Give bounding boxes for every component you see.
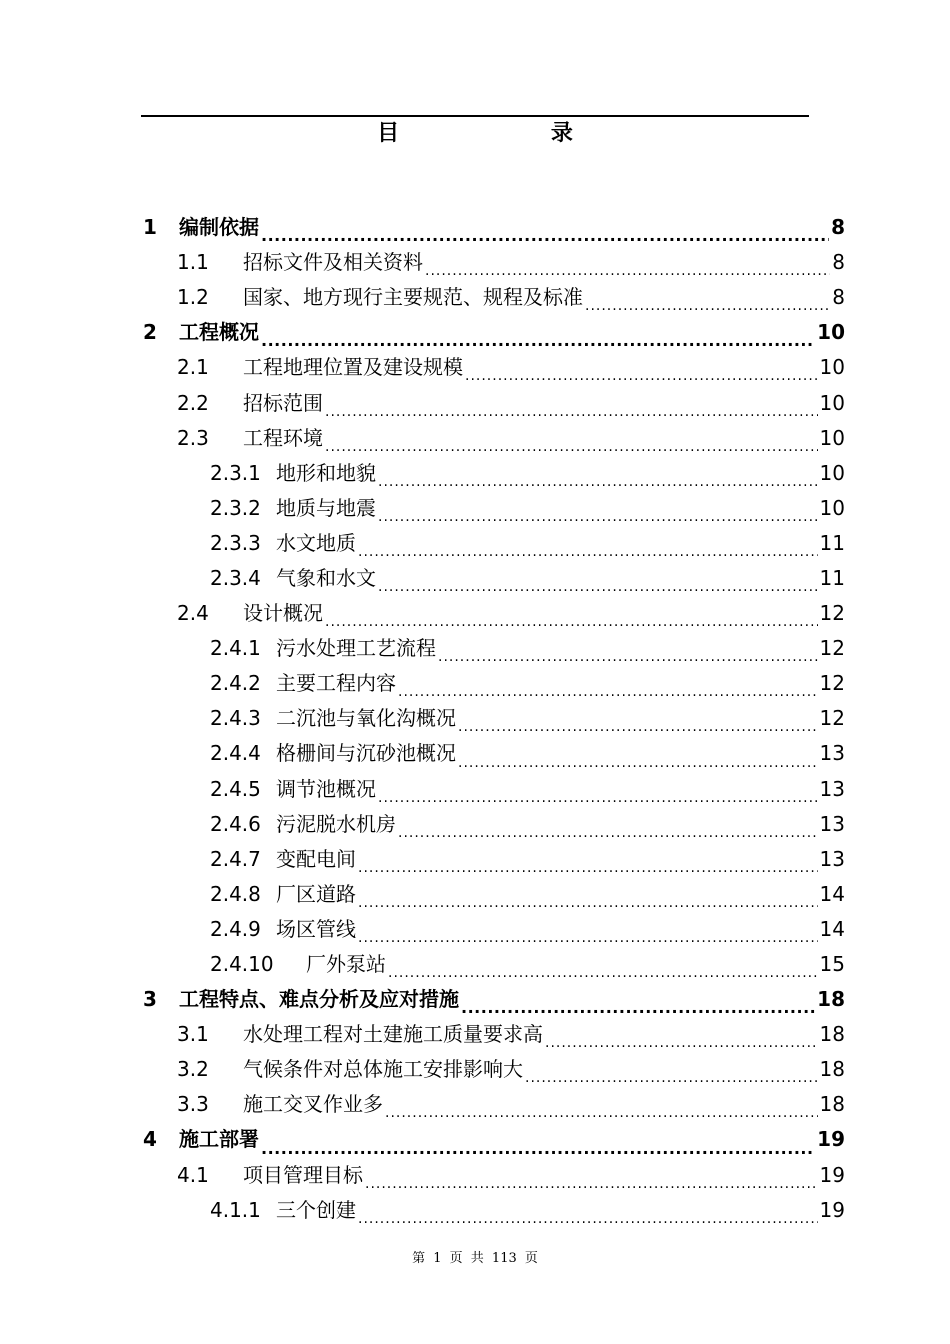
toc-entry[interactable]	[141, 561, 845, 596]
toc-entry-title: 地质与地震	[276, 495, 376, 520]
toc-entry[interactable]	[141, 1087, 845, 1122]
toc-entry[interactable]	[141, 1052, 845, 1087]
toc-entry-page: 15	[819, 952, 845, 977]
toc-entry-number: 2.4.5	[210, 776, 261, 801]
toc-entry-page: 11	[819, 565, 845, 590]
toc-entry[interactable]	[141, 456, 845, 491]
toc-leader-dots	[388, 962, 818, 982]
toc-entry-number: 4.1.1	[210, 1197, 261, 1222]
toc-entry-number: 1.2	[177, 285, 209, 310]
toc-entry-page: 13	[819, 741, 845, 766]
toc-leader-dots	[398, 681, 818, 701]
toc-entry-page: 11	[819, 530, 845, 555]
toc-entry[interactable]	[141, 877, 845, 912]
toc-entry-title: 国家、地方现行主要规范、规程及标准	[243, 285, 583, 310]
toc-entry-number: 1	[143, 215, 157, 240]
toc-entry[interactable]	[141, 807, 845, 842]
toc-leader-dots	[325, 611, 818, 631]
toc-entry-number: 2.4.8	[210, 881, 261, 906]
toc-entry-title: 三个创建	[276, 1197, 356, 1222]
toc-entry-page: 14	[819, 881, 845, 906]
toc-entry[interactable]	[141, 701, 845, 736]
toc-entry-number: 2.4.1	[210, 636, 261, 661]
toc-entry-page: 14	[819, 916, 845, 941]
table-of-contents	[141, 210, 845, 1228]
toc-entry-title: 招标文件及相关资料	[243, 250, 423, 275]
toc-leader-dots	[261, 225, 829, 245]
toc-entry-title: 污泥脱水机房	[276, 811, 396, 836]
toc-entry-page: 8	[832, 285, 845, 310]
toc-entry-title: 招标范围	[243, 390, 323, 415]
toc-leader-dots	[365, 1173, 818, 1193]
toc-entry-page: 18	[819, 1022, 845, 1047]
toc-entry-title: 调节池概况	[276, 776, 376, 801]
toc-entry-number: 2.3.2	[210, 495, 261, 520]
toc-entry[interactable]	[141, 385, 845, 420]
toc-leader-dots	[465, 365, 818, 385]
toc-entry[interactable]	[141, 1158, 845, 1193]
toc-entry-title: 施工交叉作业多	[243, 1092, 383, 1117]
toc-entry-title: 主要工程内容	[276, 671, 396, 696]
toc-entry[interactable]	[141, 596, 845, 631]
toc-entry[interactable]	[141, 666, 845, 701]
toc-entry-page: 10	[819, 425, 845, 450]
toc-entry-page: 19	[817, 1127, 845, 1152]
toc-entry-title: 污水处理工艺流程	[276, 636, 436, 661]
toc-entry[interactable]	[141, 315, 845, 350]
toc-entry-page: 12	[819, 671, 845, 696]
toc-leader-dots	[378, 471, 818, 491]
toc-entry[interactable]	[141, 280, 845, 315]
toc-entry-number: 4.1	[177, 1162, 209, 1187]
toc-entry-title: 格栅间与沉砂池概况	[276, 741, 456, 766]
toc-entry[interactable]	[141, 842, 845, 877]
toc-entry-title: 项目管理目标	[243, 1162, 363, 1187]
toc-entry-number: 3.1	[177, 1022, 209, 1047]
toc-entry-page: 8	[831, 215, 845, 240]
toc-entry-number: 2.3	[177, 425, 209, 450]
toc-entry-title: 水处理工程对土建施工质量要求高	[243, 1022, 543, 1047]
toc-leader-dots	[378, 506, 818, 526]
toc-entry-page: 12	[819, 706, 845, 731]
toc-leader-dots	[261, 1138, 815, 1158]
toc-entry-number: 3.2	[177, 1057, 209, 1082]
toc-entry-number: 2.4.9	[210, 916, 261, 941]
toc-leader-dots	[458, 752, 818, 772]
toc-entry[interactable]	[141, 1017, 845, 1052]
toc-entry-number: 1.1	[177, 250, 209, 275]
page-footer: 第 1 页 共 113 页	[412, 1251, 538, 1266]
toc-entry-title: 设计概况	[243, 601, 323, 626]
toc-entry-title: 工程概况	[179, 320, 259, 345]
toc-entry-page: 13	[819, 811, 845, 836]
toc-entry[interactable]	[141, 631, 845, 666]
toc-entry-title: 场区管线	[276, 916, 356, 941]
toc-entry[interactable]	[141, 772, 845, 807]
toc-entry[interactable]	[141, 350, 845, 385]
toc-entry-page: 10	[819, 390, 845, 415]
toc-entry-page: 12	[819, 636, 845, 661]
toc-leader-dots	[358, 541, 818, 561]
toc-entry-number: 2.4.6	[210, 811, 261, 836]
toc-entry-title: 厂区道路	[276, 881, 356, 906]
toc-entry-number: 2.1	[177, 355, 209, 380]
toc-entry-page: 10	[819, 460, 845, 485]
toc-entry[interactable]	[141, 982, 845, 1017]
toc-leader-dots	[438, 646, 818, 666]
toc-entry-number: 2.2	[177, 390, 209, 415]
toc-entry-title: 工程环境	[243, 425, 323, 450]
toc-entry-page: 8	[832, 250, 845, 275]
toc-entry-title: 水文地质	[276, 530, 356, 555]
toc-entry-number: 2	[143, 320, 157, 345]
toc-entry-page: 13	[819, 776, 845, 801]
toc-entry-page: 10	[817, 320, 845, 345]
toc-entry-title: 编制依据	[179, 215, 259, 240]
toc-entry-title: 工程特点、难点分析及应对措施	[179, 987, 459, 1012]
toc-entry-page: 13	[819, 846, 845, 871]
toc-entry-number: 2.4.4	[210, 741, 261, 766]
toc-entry-number: 2.3.1	[210, 460, 261, 485]
toc-entry-page: 19	[819, 1162, 845, 1187]
toc-leader-dots	[378, 787, 818, 807]
toc-entry-number: 2.3.4	[210, 565, 261, 590]
toc-entry[interactable]	[141, 1122, 845, 1157]
toc-leader-dots	[458, 716, 818, 736]
toc-entry-title: 地形和地貌	[276, 460, 376, 485]
toc-entry[interactable]	[141, 491, 845, 526]
toc-entry[interactable]	[141, 421, 845, 456]
toc-entry-number: 2.4.10	[210, 952, 274, 977]
toc-entry-title: 气候条件对总体施工安排影响大	[243, 1057, 523, 1082]
toc-entry-number: 2.4.3	[210, 706, 261, 731]
toc-entry-title: 工程地理位置及建设规模	[243, 355, 463, 380]
toc-leader-dots	[385, 1102, 818, 1122]
toc-entry-number: 4	[143, 1127, 157, 1152]
toc-leader-dots	[378, 576, 818, 596]
toc-leader-dots	[325, 401, 818, 421]
toc-entry-title: 气象和水文	[276, 565, 376, 590]
toc-entry-page: 18	[819, 1057, 845, 1082]
page-title: 目 录	[377, 121, 645, 146]
toc-entry-number: 2.4	[177, 601, 209, 626]
toc-leader-dots	[358, 927, 818, 947]
toc-leader-dots	[545, 1032, 818, 1052]
toc-entry-number: 2.4.2	[210, 671, 261, 696]
toc-entry[interactable]	[141, 947, 845, 982]
header-rule	[141, 115, 809, 117]
toc-leader-dots	[261, 330, 815, 350]
toc-leader-dots	[325, 436, 818, 456]
toc-leader-dots	[358, 857, 818, 877]
toc-entry-page: 18	[819, 1092, 845, 1117]
toc-entry-title: 二沉池与氧化沟概况	[276, 706, 456, 731]
toc-leader-dots	[461, 997, 815, 1017]
toc-entry-title: 变配电间	[276, 846, 356, 871]
toc-entry-title: 施工部署	[179, 1127, 259, 1152]
toc-entry[interactable]	[141, 526, 845, 561]
toc-entry-page: 19	[819, 1197, 845, 1222]
toc-leader-dots	[398, 822, 818, 842]
toc-entry-number: 2.3.3	[210, 530, 261, 555]
toc-entry-page: 18	[817, 987, 845, 1012]
toc-entry-title: 厂外泵站	[306, 952, 386, 977]
toc-entry[interactable]	[141, 210, 845, 245]
toc-leader-dots	[525, 1067, 818, 1087]
toc-entry-page: 12	[819, 601, 845, 626]
toc-leader-dots	[358, 892, 818, 912]
toc-entry-page: 10	[819, 495, 845, 520]
toc-entry[interactable]	[141, 1193, 845, 1228]
toc-entry[interactable]	[141, 736, 845, 771]
toc-entry-number: 2.4.7	[210, 846, 261, 871]
toc-entry-number: 3.3	[177, 1092, 209, 1117]
toc-leader-dots	[585, 295, 830, 315]
toc-entry[interactable]	[141, 912, 845, 947]
toc-leader-dots	[425, 260, 830, 280]
toc-entry-number: 3	[143, 987, 157, 1012]
toc-entry-page: 10	[819, 355, 845, 380]
toc-leader-dots	[358, 1208, 818, 1228]
toc-entry[interactable]	[141, 245, 845, 280]
